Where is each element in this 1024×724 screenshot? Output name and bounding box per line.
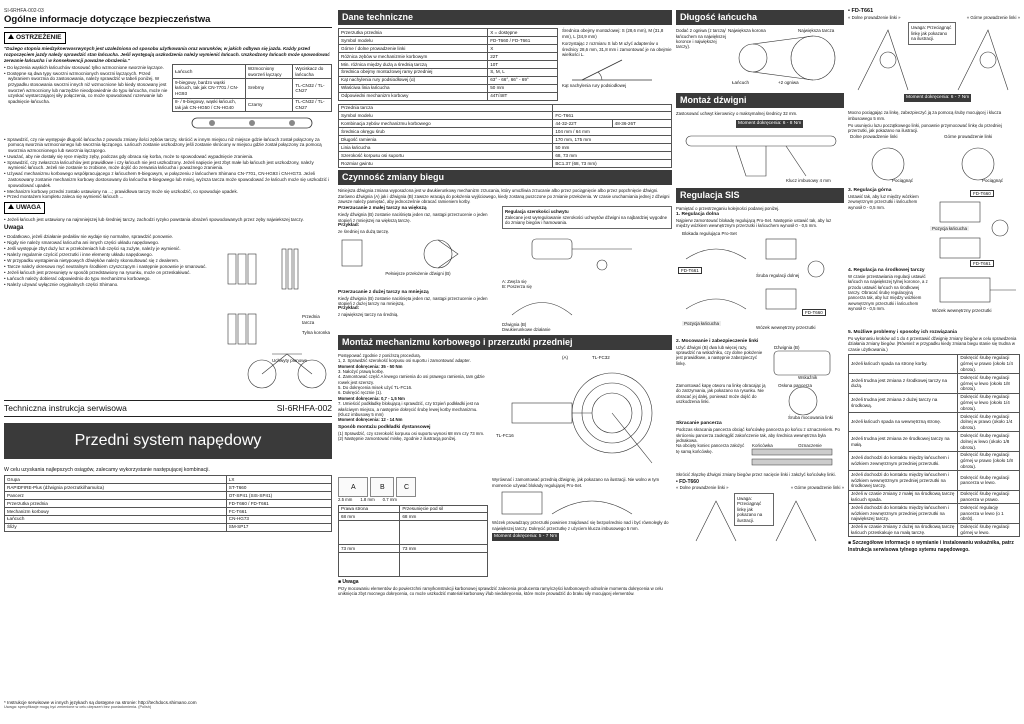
table-row: Przerzutka przednia FD-T660 / FD-T661 xyxy=(5,500,332,508)
chain-table-box xyxy=(172,64,332,136)
uwaga-heading: Uwaga xyxy=(4,225,24,232)
fd-side-notes xyxy=(562,28,672,100)
fd661-right: « Górne prowadzenie linki » xyxy=(966,14,1020,20)
table-row: Odpowiedni mechanizm korbowy 44T/48T xyxy=(339,92,558,100)
section-czynnosc: Czynność zmiany biegu xyxy=(338,170,672,185)
slack-head: Skracanie pancerza xyxy=(676,421,722,427)
seat-tube-diagram xyxy=(562,58,662,82)
front-chainring-label: Przednia tarcza xyxy=(302,313,320,325)
section-dlugosc: Długość łańcucha xyxy=(676,10,844,25)
column-safety xyxy=(4,8,332,720)
top-head: 3. Regulacja górna xyxy=(848,187,892,193)
low-head: 1. Regulacja dolna xyxy=(676,211,719,217)
fd660-right: « Górne prowadzenie linki » xyxy=(790,485,844,491)
dual-action-diagram xyxy=(502,290,582,320)
fig-label-a: (A) xyxy=(562,354,568,360)
czynnosc-text: Niniejsza dźwignia zmiana wyposażona jest w dwukierunkowy mechanizm zrzucania, który umożliwia zrzucanie albo przez pociągnięcie albo przez popchnięcie dźwigni. Zarówno dźwignia (A) jak i dźwignia (B) zawsze wracają do położenia wyjściowego, kiedy zostaną puszczone po zmianie przełożenia. W czasie uruchamiania jednej z dźwigni zawsze należy pamiętać, aby jednocześnie obracać ramieniem korby. xyxy=(338,188,670,204)
table-header: X = dostępne xyxy=(488,29,558,37)
uwaga2-head: ■ Uwaga xyxy=(338,579,359,586)
fig2-caption-b: Dwukierunkowe działanie xyxy=(502,327,551,333)
table-row: Jeżeli w czasie zmiany z małej na środkową tarczę łańcuch spada. Dokręcić śrubę regulacji pancerza w prawo. xyxy=(849,490,1020,504)
trouble-text: Po wykonaniu kroków od 1 do 4 przestawić dźwignię zmiany biegów w celu sprawdzenia działania zmiany biegów. (Również w przypadku kiedy zmiana biegu stanie się trudna w czasie użytkowania.) xyxy=(848,335,1017,352)
table-row: Łańcuch CN-HG73 xyxy=(5,515,332,523)
fix-text: Użyć dźwigni (B) dwa lub więcej razy, sprawdzić na wskaźniku, czy dolne położenie jest prawidłowe, a następnie zabezpieczyć linkę. xyxy=(676,344,763,366)
low-adjust-figure xyxy=(676,229,844,339)
fix2-label: Osłona pancerza xyxy=(778,382,813,388)
footnote-small: Uwaga: specyfikacje mogą być zmienione w celu ulepszeń bez powiadomienia. (Polish) xyxy=(4,705,152,710)
fig-step-label: Pełniejsze przełożenie dźwigni (B) xyxy=(385,270,451,276)
fd661-label: • FD-T661 xyxy=(848,8,874,14)
table-row: Jeżeli dochodzi do kontaktu między łańcuchem i wózkiem wewnętrznym przedniej przerzutki na środkowej tarczy. Dokręcić śrubę regulacji pancerza w lewo. xyxy=(849,471,1020,490)
fd660-label: • FD-T660 xyxy=(676,479,699,485)
fig-caption: Uchwyty pionowe xyxy=(272,357,308,363)
torque-b: Moment dokręcenia: 0,7 - 1,5 Nm xyxy=(338,395,405,401)
fig2-caption-a: Dźwignia (B) xyxy=(502,321,527,327)
table-header: Prawa strona xyxy=(339,505,400,513)
fd-spec-table xyxy=(338,28,558,100)
list-item: 3. Nałożyć prawą korbę. xyxy=(338,369,385,375)
list-item: • Łańcuch należy dobierać odpowiednio do typu mechanizmu korbowego. xyxy=(4,276,218,282)
table-row: Właściwa linia łańcucha 50 mm xyxy=(339,84,558,92)
fd661-figure xyxy=(848,20,1020,110)
table-header: Przednia tarcza xyxy=(339,104,553,112)
tech-id: SI-6RHFA-002 xyxy=(276,403,332,414)
table-row: 73 mm 73 mm xyxy=(339,545,488,553)
mid-adjust-diagram xyxy=(930,268,1020,328)
mid-adjust-text xyxy=(848,268,928,328)
list-item: 1, 2. Sprawdzić szerokość korpusu osi suportu i zamontować adapter. xyxy=(338,358,471,364)
list-item: • Przed montażem kompletu zaleca się wymienić łańcuch ... xyxy=(4,194,332,200)
montaz-intro: Postępować zgodnie z poniższą procedurą. xyxy=(338,352,421,358)
table-row: Jeżeli w czasie zmiany z dużej na środkową tarczę łańcuch przeskakuje na małą tarczę. Dokręcić śrubę regulacji górnej w lewo. xyxy=(849,523,1020,537)
reg-a: A: Zwęża się xyxy=(502,279,527,284)
example-text: ze średniej na dużą tarczę. xyxy=(338,228,390,234)
list-item: • Uważać, aby nie dostały się ręce między zęby, podczas gdy obraca się korba, może to spowodować wypadnięcie zranienia. xyxy=(4,154,332,160)
chain-position-tag: Pozycja łańcucha xyxy=(932,225,968,231)
table-row: Jeżeli trudna jest zmiana z dużej tarczy na środkową. Dokręcić śrubę regulacji górnej w lewo (około 1/4 obrotu). xyxy=(849,393,1020,412)
table-row: 9-biegowy, bardzo wąski łańcuch, tak jak CN-7701 / CN-HG93 Srebrny TL-CN32 / TL-CN27 xyxy=(173,79,332,98)
len-label: +2 ogniwa xyxy=(778,80,799,86)
list-item: • Należy używać wyłącznie oryginalnych części Shimano. xyxy=(4,282,218,288)
table-row: Kąt nachylenia rury podsiodłowej (α) 63° - 66°, 66° - 69° xyxy=(339,76,558,84)
table-row xyxy=(339,521,488,545)
fix2-text: Zamontować kapę otworu na linkę obracając ją do zatrzymania, jak pokazano na rysunku. Nie obracać jej dalej, ponieważ może dojść do uszkodzenia linki. xyxy=(676,382,766,405)
final-note: ■ Szczegółowe informacje o wymianie i instalowaniu wskaźnika, patrz Instrukcja serwisowa tylnego sytemu napędowego. xyxy=(848,540,1014,553)
table-row: Górne / dolne prowadzenie linki X xyxy=(339,45,558,53)
warning-intro: "Dużego stopnia miedzyknerwosrwynych jest uzależniona od sposobu użytkowania oraz warunków, w jakich odbywa się jazda. Każdy przed rozpoczęciem jazdy należy sprawdzić stan łańcucha. Jeśli występują uszkodzenia należy wymienić łańcuch. Uszkodzony łańcuch może spowodować zerwanie łańcucha i w konsekwencji poważne obrażenia." xyxy=(4,46,330,63)
shift-small-text: Kiedy dźwignia (B) zostanie naciśnięta jeden raz, nastąpi przerzucenie o jeden stopień z dużej tarczy na mniejszą. xyxy=(338,295,488,307)
table-row: Linia łańcucha 50 mm xyxy=(339,144,672,152)
lever-mount-figure xyxy=(676,116,844,186)
shift-big-text: Kiedy dźwignia (B) zostanie naciśnięta jeden raz, nastąpi przerzucenie o jeden stopień z mniejszej na większą tarczę. xyxy=(338,212,488,223)
list-item: • Mechanizm korbowy przedni zostało ustawiony na ...; prawidłowa tarczy może się uszkodzić, co spowoduje upadek. xyxy=(4,189,332,195)
table-row: Średnica okręgu śrub 104 mm / 64 mm xyxy=(339,128,672,136)
low-label: Śruba regulacji dolnej xyxy=(756,272,800,278)
uwaga2-text: Przy mocowaniu elementów do powierzchni ramy/konstrukcji karbonowej sprawdzić zalecenia producenta ramy/części karbonowych odnośnie momentu dokręcenia w celu uniknięcia zbyt mocnego dokręcenia, co może uszkodzić materiał karbonowy i/lub niedokręcenia, które może prowadzić do braku siły mocującej elementów. xyxy=(338,585,663,596)
reg-diagram xyxy=(502,229,652,277)
dzw-fig-label: Klucz imbusowy 4 mm xyxy=(786,178,831,184)
list-item: • W przypadku wystąpienia nietypowych dźwięków należy skonsultować się z dealerem. xyxy=(4,258,218,264)
torque-a: Moment dokręcenia: 35 - 50 Nm xyxy=(338,363,403,369)
dim-value: 0.7 mm xyxy=(382,497,397,503)
caution-icon xyxy=(8,204,14,209)
list-item: • Tarcze należy okresowo myć neutralnym środkiem czyszczącym i następnie ponownie je smarować. xyxy=(4,264,218,270)
len-label: Łańcuch xyxy=(732,80,750,86)
trouble-table xyxy=(848,354,1020,537)
len-text: Dodać 2 ogniwa (z tarczą/łańcuchem na największej koronce i największej tarczy). xyxy=(676,28,726,50)
dim-value: 1.8 mm xyxy=(360,497,375,503)
spacer-2: (2) Następnie zamontować miskę, zgodnie z ilustracją poniżej. xyxy=(338,435,457,441)
table-row: Różnica zębów w mechanizmie korbowym 22T xyxy=(339,53,558,61)
slack-text2: Na obcięty koniec pancerza założyć tę samą końcówkę. xyxy=(676,443,745,454)
len-label: Największa tarcza xyxy=(798,28,835,34)
table-row: Min. różnica między dużą a średnią tarczą 10T xyxy=(339,60,558,68)
fd-align-diagram xyxy=(492,488,662,518)
slack-label: Końcówka xyxy=(752,443,773,449)
section-dane: Dane techniczne xyxy=(338,10,672,25)
section-montaz: Montaż mechanizmu korbowego i przerzutki przedniej xyxy=(338,335,672,350)
top-adjust-text xyxy=(848,188,928,268)
list-item: 7. Umieścić podkładkę blokującą i sprawdzić, czy trzpień podkładki jest na właściwym miejscu, a następnie dokręcić śrubę lewej korby mechanizmu. (Klucz imbusowy 5 mm) xyxy=(338,401,479,417)
indicator-figure xyxy=(768,345,844,383)
spacer-dim-b: B xyxy=(370,477,394,497)
top-adjust-figure xyxy=(930,188,1020,268)
example-label: Przykład: xyxy=(338,222,360,228)
fd660-figure xyxy=(676,491,844,551)
table-row: 68 mm 68 mm xyxy=(339,513,488,521)
table-row: RAPIDFIRE-Plus (dźwignia przerzutki/hamulca) ST-T660 xyxy=(5,484,332,492)
fd-align-notes xyxy=(492,477,672,577)
model-tag: FD-T661 xyxy=(678,267,702,275)
shift-small-head: Przerzucanie z dużej tarczy na mniejszą xyxy=(338,289,429,295)
caution-label: UWAGA xyxy=(4,202,45,214)
main-title: Przedni system napędowy xyxy=(4,423,332,459)
uwaga-list xyxy=(4,234,218,396)
fd661-torque: Moment dokręcenia: 6 - 7 Nm xyxy=(906,95,970,101)
caution-text: • Jeżeli łańcuch jest ustawiony na najmniejszej lub średniej tarczy, zachodzi ryzyko powstania obrażeń spowodowanych przez zęby najwiekszej tarczy. xyxy=(4,217,332,223)
table-row: Długość ramienia 170 mm, 175 mm xyxy=(339,136,672,144)
title-block xyxy=(4,400,332,459)
chain-length-diagram xyxy=(728,28,838,88)
mid-label: Wózek wewnętrzny przerzutki xyxy=(932,307,992,313)
list-item: • Należy regularnie czyścić przerzutki i inne elementy układu napędowego. xyxy=(4,252,218,258)
mid-text: W czasie przestawiania regulacji ustawić łańcuch na największej tylnej koronce, a z przodu ustawić łańcuch na środkowej tarczy. Obracać śrubę regulacyjną pancerza tak, aby luz między wózkiem wewnętrznym przerzutki i łańcuchem wynosił 0 - 0,5 mm. xyxy=(848,273,928,311)
low-label: Wózek wewnętrzny przerzutki xyxy=(756,324,816,330)
footnote: * Instrukcje serwisowe w innych językach są dostępne na stronie: http://techdocs.shimano.com xyxy=(4,699,197,705)
shift-lever-diagram xyxy=(338,234,498,274)
list-item: • Jeżeli łańcuch jest przesunięty w sposób przedstawiony na rysunku, może on przeskakiwać. xyxy=(4,270,218,276)
column-specs xyxy=(338,8,672,720)
example-text: z największej tarczy na średnią. xyxy=(338,312,399,318)
trouble-head: 5. Możliwe problemy i sposoby ich rozwiązania xyxy=(848,329,957,335)
safety-heading: Ogólne informacje dotyczące bezpieczeństwa xyxy=(4,14,332,28)
fd661-caption: Mocno pociągając za linkę, zabezpieczyć ją za pomocą śruby mocującej i klucza imbusowego 5 mm. xyxy=(848,110,1002,121)
tool-tl-fc32: TL-FC32 xyxy=(592,354,610,360)
reg-text: Pamiętać o przestrzeganiu kolejności podanej poniżej. xyxy=(676,206,780,212)
example-label: Przykład: xyxy=(338,306,360,312)
spacer-dim-c: C xyxy=(396,477,416,497)
fd661-caption2: Po usunięciu luzu początkowego linki, ponownie przymocować linkę do przedniej przerzutki, jak pokazano na ilustracji. xyxy=(848,122,1002,134)
table-row: Kombinacja zębów mechanizmu korbowego 44-32-22T 48-36-26T xyxy=(339,120,672,128)
pull-label: Górne prowadzenie linki xyxy=(944,133,993,139)
spacer-1: (1) Sprawdzić, czy szerokość korpusu osi suportu wynosi 68 mm czy 73 mm. xyxy=(338,430,485,436)
reg-b: B: Poszerza się xyxy=(502,284,532,290)
list-item: • Jeśli występuje zbyt duży luz w przełożeniach lub części są zużyte, należy je wymienić. xyxy=(4,246,218,252)
slack-text: Podczas skracania pancerza obciąć końcówkę pancerza po końcu z oznaczeniem. Po skróceniu pancerza zaokrąglić zakończenie tak, aby średnica wewnętrzna była jednakowa. xyxy=(676,427,840,444)
fd661-note: Uwaga: Przeciągnąć linkę jak pokazano na ilustracji. xyxy=(908,22,956,45)
dzw-torque: Moment dokręcenia: 6 - 8 Nm xyxy=(738,121,802,127)
slack-text3: Skrócić złączkę dźwigni zmiany biegów przez nacięcie linki i założyć końcówkę linki. xyxy=(676,471,836,477)
model-tag: FD-T661 xyxy=(970,260,994,268)
pull-figure xyxy=(848,134,1020,188)
crank-figure xyxy=(492,353,672,475)
cable-cap-figure xyxy=(768,383,844,421)
dzw-text: Zastosować uchwyt kierownicy o maksymalnej średnicy 32 mm. xyxy=(676,110,798,116)
chainline-figure xyxy=(222,234,332,396)
pull-label: Dolne prowadzenie linki xyxy=(850,133,898,139)
list-item: • Dodatkowo, jeżeli działanie pedałów nie wydaje się normalne, sprawdzić ponownie. xyxy=(4,234,218,240)
mid-adjust-figure xyxy=(930,268,1020,328)
bullets-top-a xyxy=(4,64,169,136)
list-item: • Dostępne są dwa typy sworzni wzmocnionych sworzni łączących. Przed wybraniem sworznia do zastosowania, należy sprawdzić w tabeli poniżej. W przypadku stosowania sworzni innych niż wzmocnione lub kiedy stosowany jest sworzeń wzmocniony lub narzędzie nieodpowiednie do typu łańcucha, może nie uzyskać wystarczającej siły połączenia, co może spowodować rozerwanie lub spadnięcie łańcucha. xyxy=(4,71,169,105)
fix-head: 2. Mocowanie i zabezpieczenie linki xyxy=(676,338,759,344)
list-item: • Do łączenia wąskich łańcuchów stosować tylko wzmocnione sworznie łączące. xyxy=(4,65,169,71)
dual-action-figure xyxy=(502,290,672,333)
table-row: Rozmiar gwintu BC1.37 (68, 73 mm) xyxy=(339,160,672,168)
warning-icon xyxy=(8,34,14,39)
pull-label: Pociągnąć xyxy=(892,177,914,183)
pull-label: Pociągnąć xyxy=(982,177,1004,183)
fd661-left: « Dolne prowadzenie linki » xyxy=(848,14,901,20)
spacer-figures xyxy=(338,477,488,577)
top-text: Ustawić tak, aby luz między wózkiem zewnętrznym przerzutki i łańcuchem wynosił 0 - 0,5 mm. xyxy=(848,193,919,210)
side-note: Korzystając z rozmiaru S lub M użyć adapterów o średnicy 28,6 mm, 31,8 mm i zamontować je na obejmie wielkości L. xyxy=(562,41,672,58)
list-item: • Sprawdzić, czy nie występuje długość łańcucha z powodu zmiany ilości zębów tarczy, skrócić w innym miejscu niż miejsce gdzie łańcuch został połączony za pomocą sworznia wzmocnionego lub sworznia łączącego. Łańcuch zostanie uszkodzony jeśli zostanie skrócony w miejscu gdzie został połączony za pomocą sworznia wzmocnionego lub sworznia łączącego. xyxy=(4,137,332,154)
reg-block xyxy=(502,206,672,289)
model-tag: FD-T660 xyxy=(802,309,826,317)
table-header: Wyciskacz do łańcucha xyxy=(293,65,332,79)
mid-head: 4. Regulacja na środkowej tarczy xyxy=(848,267,925,273)
fd660-left: « Dolne prowadzenie linki » xyxy=(676,485,729,491)
table-row: Symbol modelu FC-T661 xyxy=(339,112,672,120)
crank-exploded-diagram xyxy=(492,353,672,473)
fix2-label: Śruba mocowania linki xyxy=(788,414,834,420)
list-item: • Używać mechanizmu korbowego współpracującego z łańcuchem 9-biegowym, w połączeniu z łańcuchem Shimano CN-7701, CN-HG93 i CN-HG73. Jeżeli zastosowany zostanie mechanizm korbowy dostosowany do łańcucha 8-biegowego lub mniej, wyższa tarcza może spowodować że łańcuch może się uszkodzić i spowodować upadek. xyxy=(4,171,332,188)
components-table xyxy=(4,475,332,531)
fd660-note: Uwaga: Przeciągnąć linkę jak pokazano na ilustracji. xyxy=(734,493,774,527)
reg-box xyxy=(502,206,672,229)
housing-figure xyxy=(748,443,844,471)
tech-label: Techniczna instrukcja serwisowa xyxy=(4,403,127,414)
rear-sprocket-label: Tylna koronka xyxy=(302,329,331,335)
chain-pin-illustration xyxy=(172,112,332,134)
column-chain xyxy=(676,8,844,720)
fix-label: Dźwignia (B) xyxy=(774,344,800,350)
table-header: Przerzutka przednia xyxy=(339,29,488,37)
table-row: Jeżeli łańcuch spada na wewnętrzną stronę. Dokręcić śrubę regulacji dolnej w prawo (około 1/4 obrotu). xyxy=(849,413,1020,432)
table-row: Średnica obejmy montażowej ramy przedniej S, M, L xyxy=(339,68,558,76)
side-label: Kąt nachylenia rury podsiodłowej xyxy=(562,83,627,89)
warning-label: OSTRZEŻENIE xyxy=(4,32,66,44)
chain-length-figure xyxy=(728,28,844,90)
chain-position-tag: Pozycja łańcucha xyxy=(684,320,720,326)
montaz-steps xyxy=(338,353,488,475)
list-item: 6. Dokręcić ręcznie (1). xyxy=(338,390,383,396)
slack-label: Oznaczenie xyxy=(798,443,822,449)
table-row: Jeżeli łańcuch spada na stronę korby. Dokręcić śrubę regulacji górnej w prawo (około 1/4 obrotu). xyxy=(849,354,1020,373)
fix-label: Wskaźnik xyxy=(798,374,818,380)
reg-head: Regulacja szerokości uchwytu xyxy=(505,209,569,215)
table-row: Jeżeli dochodzi do kontaktu między łańcuchem i wózkiem zewnętrznym przedniej przerzutki. Dokręcić śrubę regulacji górnej w prawo (około 1/8 obrotu). xyxy=(849,451,1020,470)
spacer-dim-a: A xyxy=(338,477,368,497)
components-intro: W celu uzyskania najlepszych osiągów, zalecamy wykorzystanie następującej kombinacji. xyxy=(4,466,210,473)
fc-spec-table xyxy=(338,104,672,168)
spacer-head: Sposób montażu podkładki dystansowej xyxy=(338,424,431,430)
list-item: 4. Zamontować część A lewego ramienia do osi prawego ramienia, tam gdzie rowek jest szerszy. xyxy=(338,374,485,385)
list-item: • Nigdy nie należy smarować łańcucha ani innych części układu napędowego. xyxy=(4,240,218,246)
table-row: Jeżeli trudna jest zmiana ze środkowej tarczy na małą. Dokręcić śrubę regulacji dolnej w lewo (około 1/8 obrotu). xyxy=(849,432,1020,451)
section-dzwigni: Montaż dźwigni xyxy=(676,93,844,108)
table-row: Szerokość korpusu osi suportu 68, 73 mm xyxy=(339,152,672,160)
bearing-note: Wyrównać i zamontować przednią dźwignię, jak pokazano na ilustracji. Nie wolno w tym momencie używać blokady regulującej Pro-Set. xyxy=(492,477,660,488)
dim-value: 2.5 mm xyxy=(338,497,353,503)
torque-c: Moment dokręcenia: 12 - 14 Nm xyxy=(338,417,403,423)
table-row: Symbol modelu FD-T660 / FD-T661 xyxy=(339,37,558,45)
document-id: SI-6RHFA-002-03 xyxy=(4,8,44,14)
table-row: Śliży SM-SP17 xyxy=(5,523,332,531)
spacer-table xyxy=(338,505,488,578)
table-row: Mechanizm korbowy FC-T661 xyxy=(5,507,332,515)
table-header: Przesunięcie pod sil xyxy=(400,505,488,513)
chain-table xyxy=(172,64,332,112)
table-row xyxy=(339,553,488,577)
shift-big-block xyxy=(338,206,498,289)
reg-text: Zalecane jest wyregulowanie szerokości uchwytów dźwigni na najbardziej wygodne do zmiany biegów i hamowania. xyxy=(505,214,668,226)
column-adjust xyxy=(848,8,1020,720)
torque-d: Moment dokręcenia: 5 - 7 Nm xyxy=(494,533,558,539)
section-regulacja: Regulacja SIS xyxy=(676,188,844,203)
low-text: Najpierw zamontować blokadę regulującą Pro-Set. Następnie ustawić tak, aby luz między wózkiem wewnętrznym przerzutki i łańcuchem wynosił 0 - 0,5 mm. xyxy=(676,217,832,229)
table-row: Pancerz OT-SP41 (SIS-SP41) xyxy=(5,492,332,500)
table-row: Jeżeli dochodzi do kontaktu między łańcuchem i wózkiem zewnętrznym przedniej przerzutki na największej tarczy. Dokręcić regulację pancerza w lewo (o 1 obrót). xyxy=(849,504,1020,523)
arm-note: Wózek prowadzący przerzutki powinien znajdować się bezpośrednio nad i być równoległy do największej tarczy. Dokręcić przerzutkę z użyciem klucza imbusowego 5 mm. xyxy=(492,520,669,531)
len-label: Największa korona xyxy=(728,28,766,34)
shift-small-block xyxy=(338,290,498,333)
table-header: Łańcuch xyxy=(173,65,246,79)
side-note: Średnica obejmy montażowej: S (28,6 mm), M (31,8 mm), L (34,9 mm) xyxy=(562,28,664,39)
list-item: • Sprawdzić, czy zwłaszcza łańcuchów jest prawidłowe i czy łańcuch nie jest uszkodzony. Jeżeli napięcie jest zbyt małe lub łańcuch jest uszkodzony, należy wymienić łańcuch. Jeżeli nie zostanie to zrobione, może dojść do zerwania łańcucha i poważnego zranienia. xyxy=(4,160,332,171)
table-header: Wzmocniony sworzeń łączący xyxy=(245,65,292,79)
shift-big-head: Przerzucanie z małej tarczy na większą xyxy=(338,206,427,212)
table-row: Jeżeli trudna jest zmiana z środkowej tarczy na dużą. Dokręcić śrubę regulacji górnej w lewo (około 1/8 obrotu). xyxy=(849,374,1020,393)
list-item: 5. Do dokręcenia misek użyć TL-FC16. xyxy=(338,385,413,391)
tool-tl-fc16: TL-FC16 xyxy=(496,432,514,438)
model-tag: FD-T660 xyxy=(970,190,994,198)
table-row: 8- / 9-biegowy, wąski łańcuch, tak jak CN-HG50 / CN-HG40 Czarny TL-CN32 / TL-CN27 xyxy=(173,98,332,112)
table-row: Grupa LX xyxy=(5,476,332,484)
low-label: Blokada regulująca Pro-Set xyxy=(682,230,737,236)
